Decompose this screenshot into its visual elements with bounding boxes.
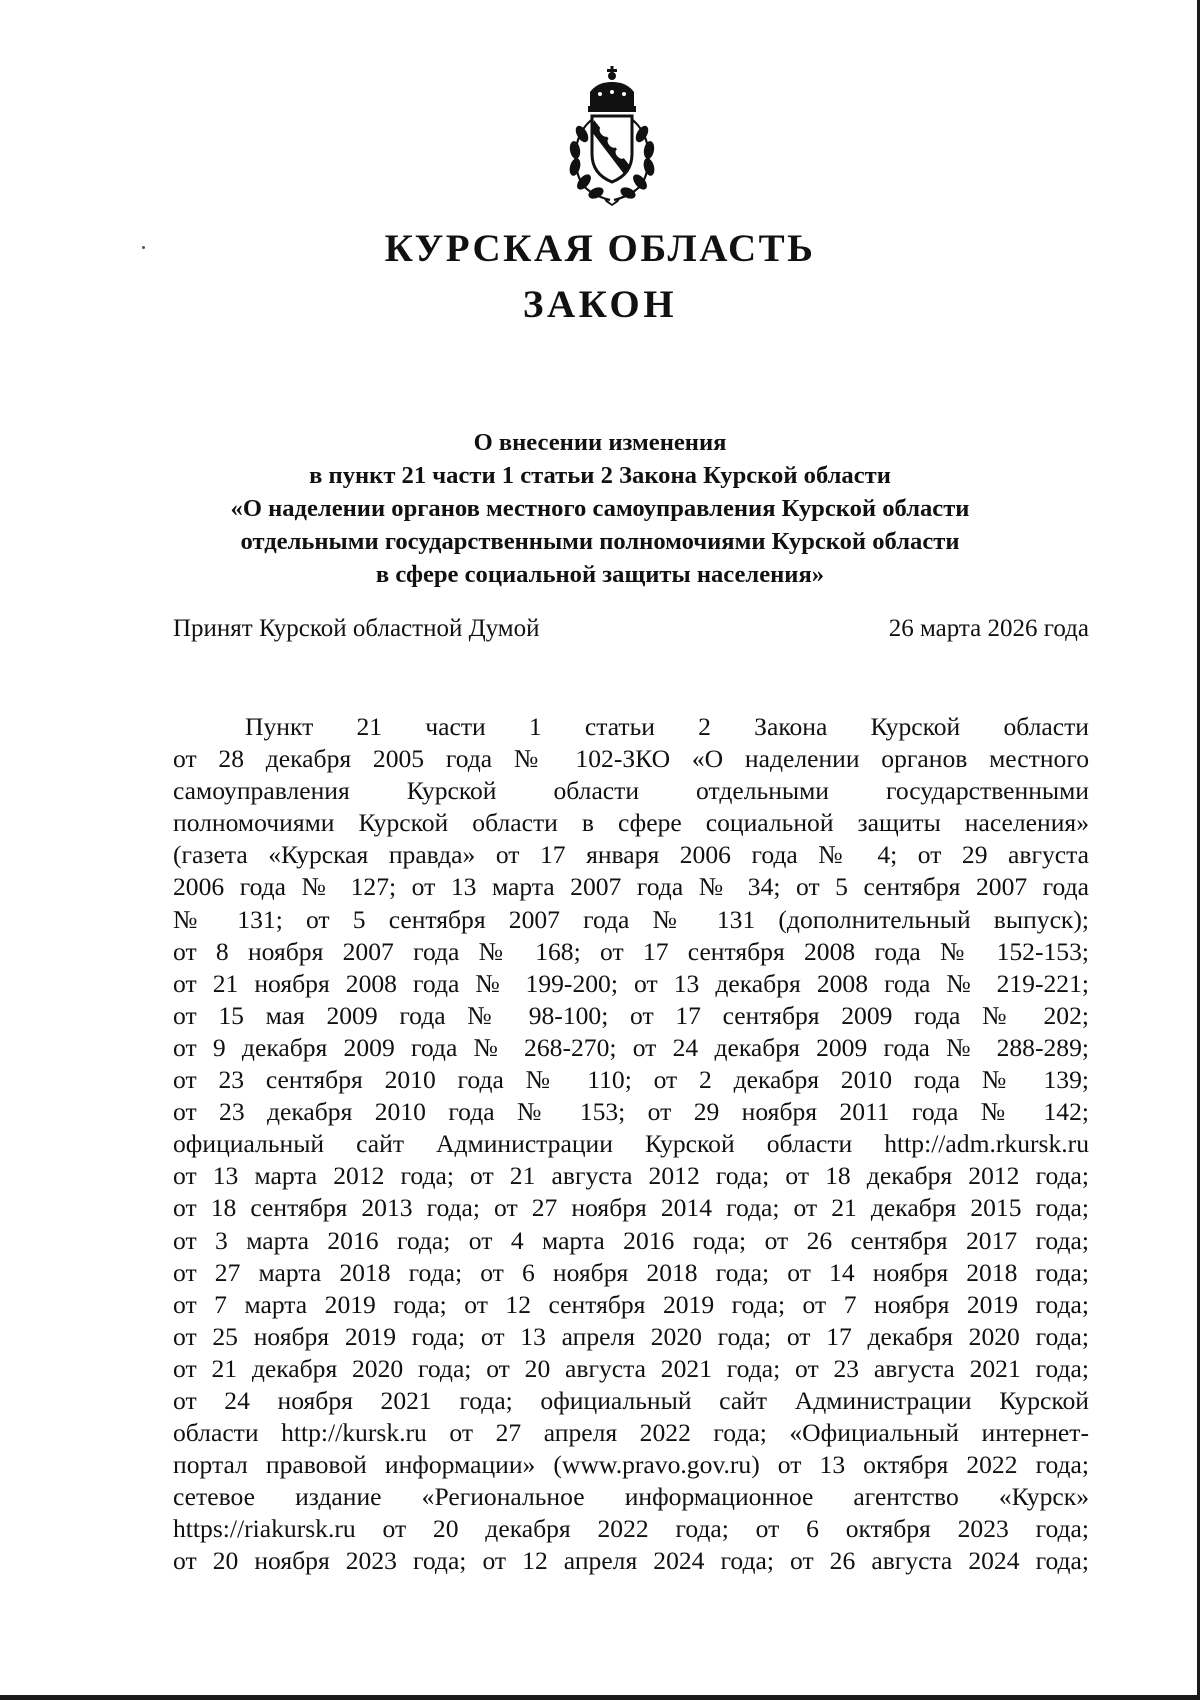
body-line: от 23 сентября 2010 года № 110; от 2 декабря 2010 года № 139; (173, 1065, 1089, 1095)
region-title: КУРСКАЯ ОБЛАСТЬ (384, 227, 816, 270)
body-line: от 8 ноября 2007 года № 168; от 17 сентября 2008 года № 152-153; (173, 936, 1089, 966)
body-line: от 13 марта 2012 года; от 21 августа 2012 года; от 18 декабря 2012 года; (173, 1161, 1089, 1191)
body-line: № 131; от 5 сентября 2007 года № 131 (дополнительный выпуск); (173, 904, 1089, 934)
body-line: от 27 марта 2018 года; от 6 ноября 2018 года; от 14 ноября 2018 года; (173, 1257, 1089, 1287)
coat-of-arms-emblem (560, 62, 664, 206)
adopted-by-label: Принят Курской областной Думой (173, 615, 540, 642)
body-line: от 21 декабря 2020 года; от 20 августа 2021 года; от 23 августа 2021 года; (173, 1353, 1089, 1383)
body-line: портал правовой информации» (www.pravo.gov.ru) от 13 октября 2022 года; (173, 1450, 1089, 1480)
body-line: от 7 марта 2019 года; от 12 сентября 2019 года; от 7 ноября 2019 года; (173, 1289, 1089, 1319)
body-line: сетевое издание «Региональное информационное агентство «Курск» (173, 1482, 1089, 1512)
body-line: от 25 ноября 2019 года; от 13 апреля 2020 года; от 17 декабря 2020 года; (173, 1321, 1089, 1351)
subject-line: отдельными государственными полномочиями Курской области (240, 528, 960, 555)
body-line: самоуправления Курской области отдельными государственными (173, 776, 1089, 806)
body-line: (газета «Курская правда» от 17 января 2006 года № 4; от 29 августа (173, 840, 1089, 870)
law-subject-heading (150, 426, 1050, 591)
body-line: от 15 мая 2009 года № 98-100; от 17 сентября 2009 года № 202; (173, 1000, 1089, 1030)
body-line: полномочиями Курской области в сфере социальной защиты населения» (173, 808, 1089, 838)
body-line: от 24 ноября 2021 года; официальный сайт Администрации Курской (173, 1385, 1089, 1415)
subject-line: О внесении изменения (473, 429, 727, 456)
body-line: 2006 года № 127; от 13 марта 2007 года № 34; от 5 сентября 2007 года (173, 872, 1089, 902)
body-line: от 18 сентября 2013 года; от 27 ноября 2014 года; от 21 декабря 2015 года; (173, 1193, 1089, 1223)
subject-line: «О наделении органов местного самоуправления Курской области (230, 495, 970, 522)
body-line: Пункт 21 части 1 статьи 2 Закона Курской области (245, 712, 1089, 741)
body-line: официальный сайт Администрации Курской области http://adm.rkursk.ru (173, 1129, 1089, 1159)
body-line: от 3 марта 2016 года; от 4 марта 2016 года; от 26 сентября 2017 года; (173, 1225, 1089, 1255)
body-line: от 28 декабря 2005 года № 102-ЗКО «О наделении органов местного (173, 744, 1089, 774)
body-line: https://riakursk.ru от 20 декабря 2022 года; от 6 октября 2023 года; (173, 1514, 1089, 1544)
body-line: области http://kursk.ru от 27 апреля 2022 года; «Официальный интернет- (173, 1418, 1089, 1448)
body-line: от 21 ноября 2008 года № 199-200; от 13 декабря 2008 года № 219-221; (173, 968, 1089, 998)
crown-icon (588, 66, 636, 112)
law-title: ЗАКОН (522, 283, 678, 326)
adoption-date: 26 марта 2026 года (888, 615, 1089, 642)
body-line: от 9 декабря 2009 года № 268-270; от 24 декабря 2009 года № 288-289; (173, 1032, 1089, 1062)
subject-line: в сфере социальной защиты населения» (375, 561, 825, 588)
scan-edge-bottom (0, 1695, 1200, 1700)
subject-line: в пункт 21 части 1 статьи 2 Закона Курской области (309, 462, 891, 489)
law-body-paragraph (173, 711, 1089, 1578)
body-line: от 20 ноября 2023 года; от 12 апреля 2024 года; от 26 августа 2024 года; (173, 1546, 1089, 1576)
body-line: от 23 декабря 2010 года № 153; от 29 ноября 2011 года № 142; (173, 1097, 1089, 1127)
